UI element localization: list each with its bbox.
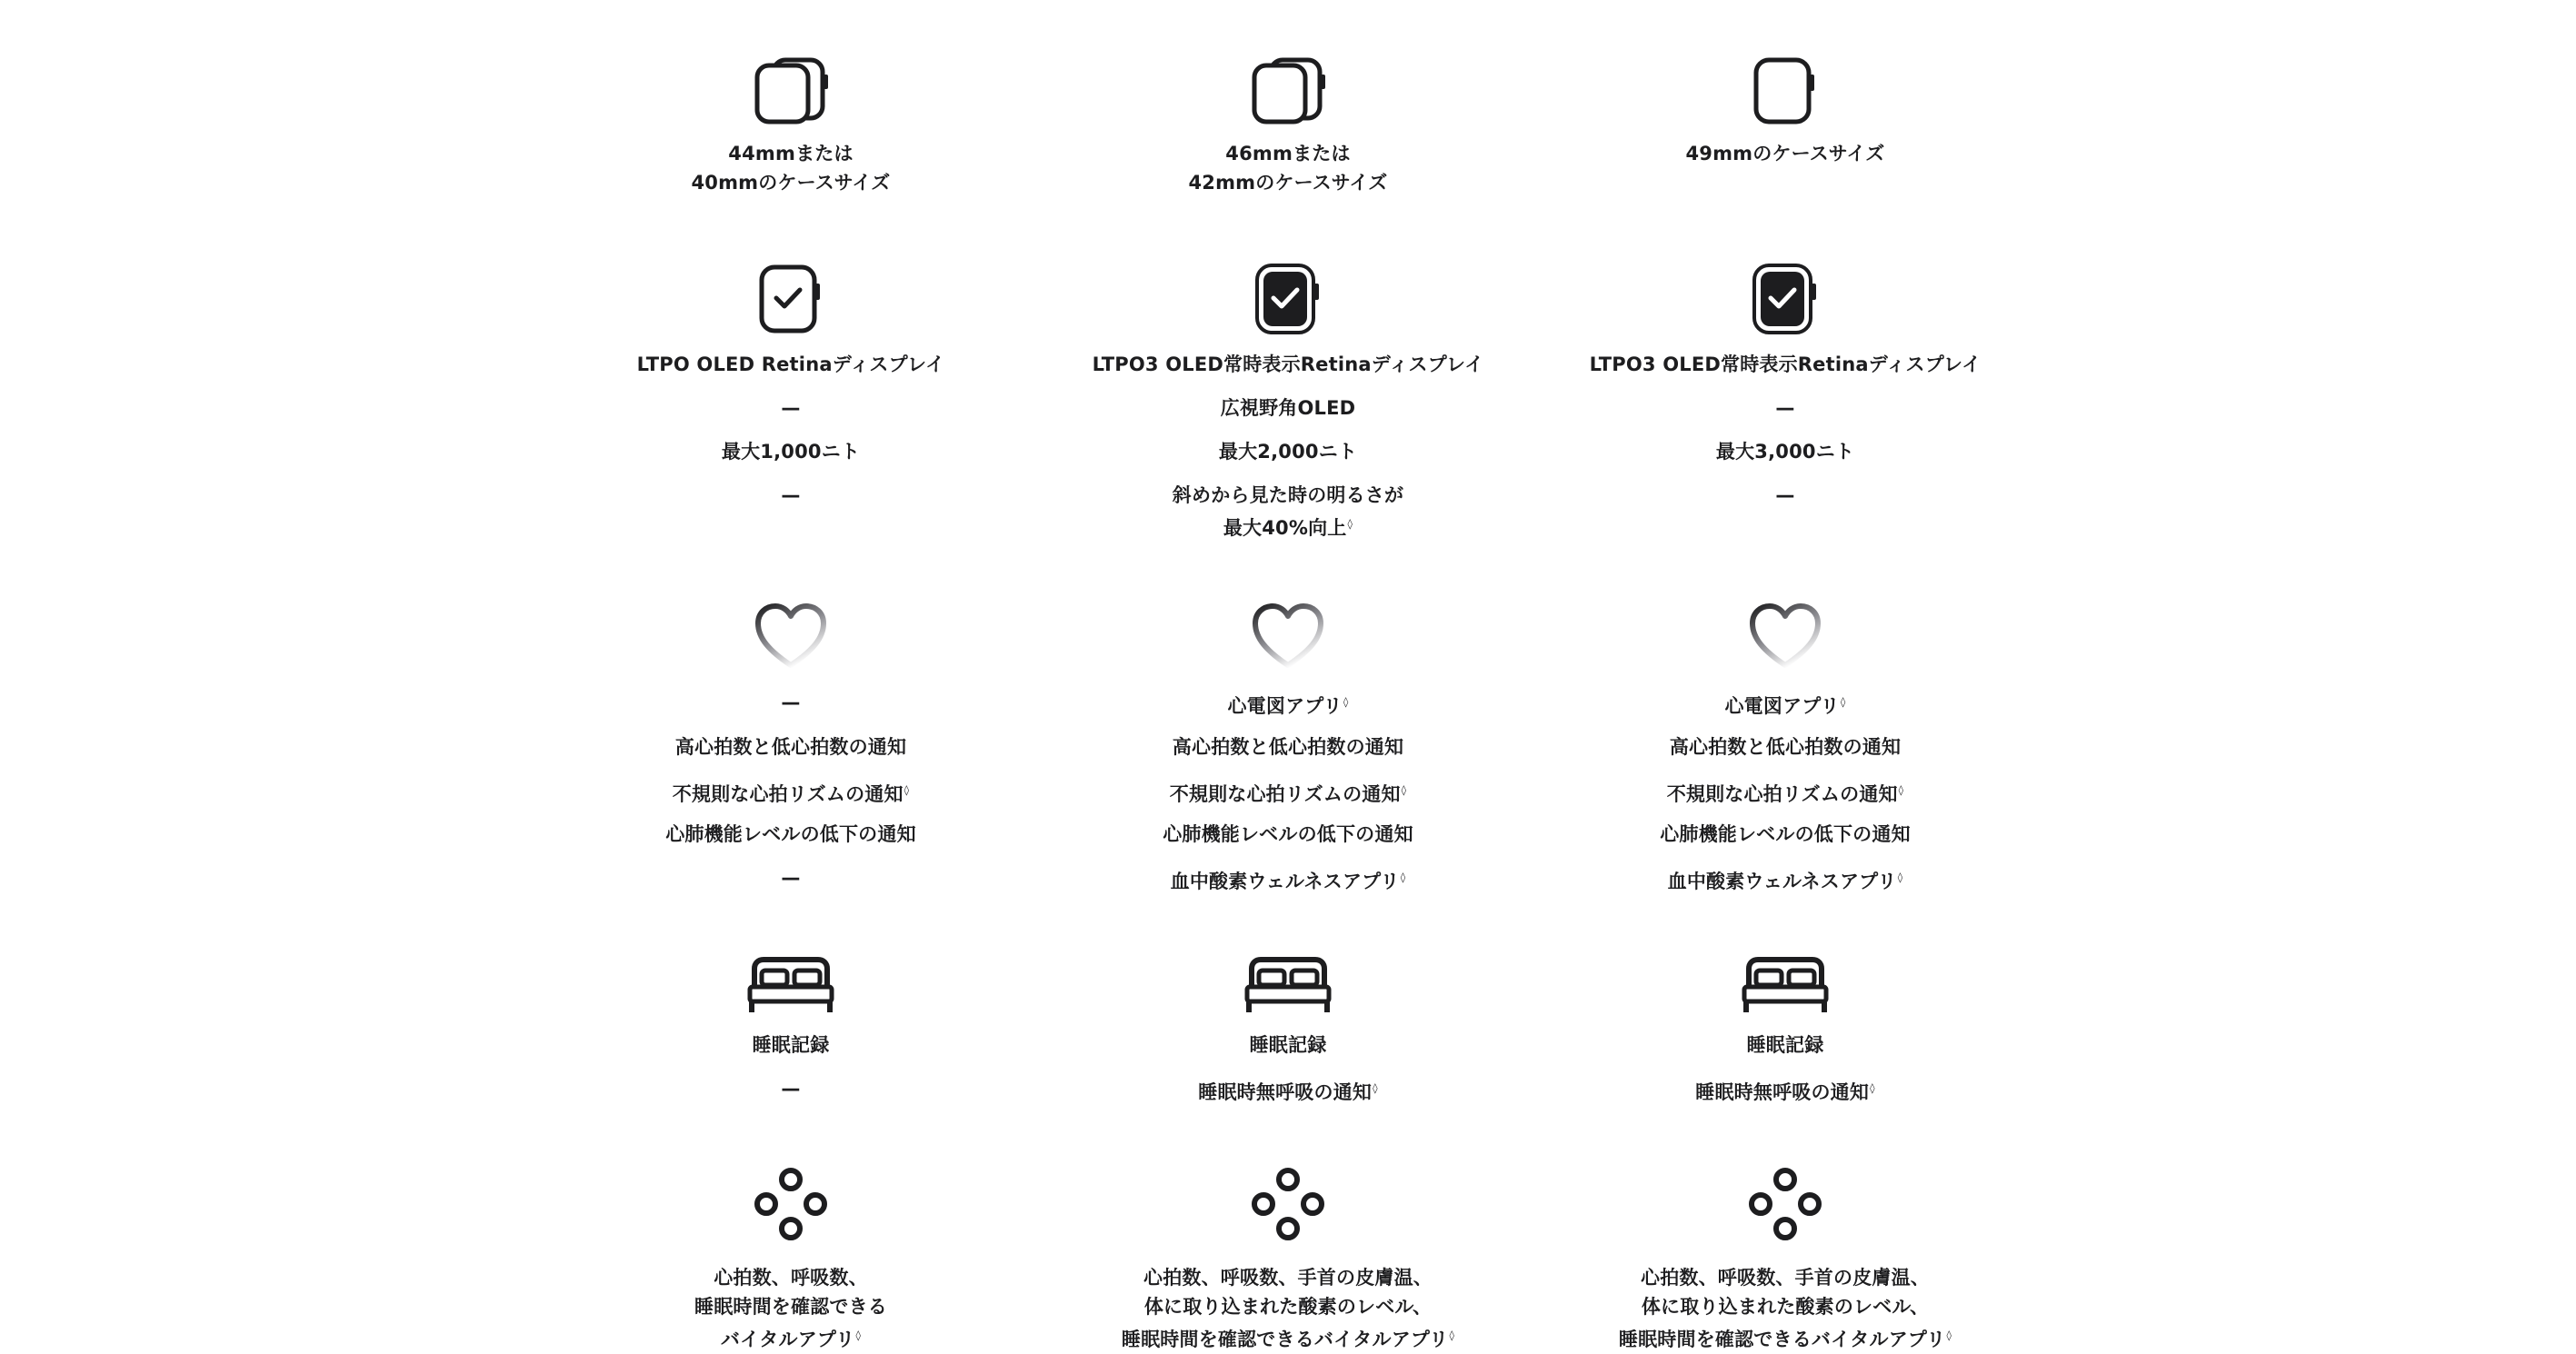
case-size-line-2: 40mmのケースサイズ [691,172,891,194]
display-brightness: 最大3,000ニト [1715,441,1855,463]
vitals-line-2: 体に取り込まれた酸素のレベル、 [1143,1296,1433,1318]
vitals-line-3: バイタルアプリ◊ [720,1329,862,1350]
vitals-icon [1747,1167,1823,1241]
vitals-line-2: 睡眠時間を確認できる [694,1296,887,1318]
display-type: LTPO3 OLED常時表示Retinaディスプレイ [1589,353,1982,375]
comparison-column-2 [1033,0,1543,1350]
health-irregular-rhythm: 不規則な心拍リズムの通知◊ [1666,783,1904,805]
single-watch-case-icon [1751,56,1820,125]
sleep-apnea: 睡眠時無呼吸の通知◊ [1695,1081,1875,1103]
health-ecg: 心電図アプリ◊ [1724,695,1846,717]
sleep-tracking: 睡眠記録 [1746,1034,1824,1056]
display-brightness: 最大2,000ニト [1218,441,1358,463]
sleep-tracking: 睡眠記録 [752,1034,830,1056]
display-wide-angle: — [1775,397,1795,419]
display-type: LTPO3 OLED常時表示Retinaディスプレイ [1092,353,1484,375]
health-cardio-fitness: 心肺機能レベルの低下の通知 [1660,823,1911,845]
heart-icon [753,602,829,671]
bed-icon [1742,956,1829,1014]
display-angle-brightness: 斜めから見た時の明るさが [1172,484,1404,506]
health-blood-oxygen: 血中酸素ウェルネスアプリ◊ [1667,871,1903,892]
vitals-line-1: 心拍数、呼吸数、手首の皮膚温、 [1143,1267,1433,1289]
display-angle-brightness: — [781,484,801,506]
case-size-line-1: 49mmのケースサイズ [1685,143,1885,164]
display-wide-angle: 広視野角OLED [1220,397,1356,419]
sleep-apnea: 睡眠時無呼吸の通知◊ [1198,1081,1378,1103]
watch-display-outline-icon [756,264,825,334]
comparison-column-1 [536,0,1045,1350]
bed-icon [747,956,834,1014]
health-heart-rate: 高心拍数と低心拍数の通知 [674,736,907,758]
health-irregular-rhythm: 不規則な心拍リズムの通知◊ [672,783,910,805]
display-wide-angle: — [781,397,801,419]
vitals-line-3: 睡眠時間を確認できるバイタルアプリ◊ [1618,1329,1952,1350]
dual-watch-case-icon [752,56,830,125]
display-type: LTPO OLED Retinaディスプレイ [636,353,945,375]
vitals-line-1: 心拍数、呼吸数、 [714,1267,868,1289]
vitals-line-1: 心拍数、呼吸数、手首の皮膚温、 [1641,1267,1930,1289]
watch-display-filled-icon [1253,264,1323,334]
health-blood-oxygen: — [781,867,801,889]
vitals-line-2: 体に取り込まれた酸素のレベル、 [1641,1296,1930,1318]
comparison-column-3 [1531,0,2040,1350]
heart-icon [1747,602,1823,671]
vitals-icon [753,1167,829,1241]
display-angle-brightness: — [1775,484,1795,506]
health-heart-rate: 高心拍数と低心拍数の通知 [1669,736,1902,758]
dual-watch-case-icon [1249,56,1327,125]
health-irregular-rhythm: 不規則な心拍リズムの通知◊ [1169,783,1407,805]
sleep-apnea: — [781,1078,801,1100]
watch-display-filled-icon [1751,264,1820,334]
display-brightness: 最大1,000ニト [721,441,861,463]
health-ecg: — [781,692,801,713]
display-angle-brightness-line-2: 最大40%向上◊ [1223,517,1353,539]
case-size-line-2: 42mmのケースサイズ [1188,172,1388,194]
vitals-line-3: 睡眠時間を確認できるバイタルアプリ◊ [1121,1329,1455,1350]
health-heart-rate: 高心拍数と低心拍数の通知 [1172,736,1404,758]
case-size-line-1: 44mmまたは [728,143,854,164]
health-blood-oxygen: 血中酸素ウェルネスアプリ◊ [1170,871,1406,892]
health-cardio-fitness: 心肺機能レベルの低下の通知 [665,823,916,845]
bed-icon [1244,956,1332,1014]
health-cardio-fitness: 心肺機能レベルの低下の通知 [1163,823,1413,845]
case-size-line-1: 46mmまたは [1225,143,1351,164]
sleep-tracking: 睡眠記録 [1249,1034,1327,1056]
health-ecg: 心電図アプリ◊ [1227,695,1349,717]
vitals-icon [1250,1167,1326,1241]
heart-icon [1250,602,1326,671]
